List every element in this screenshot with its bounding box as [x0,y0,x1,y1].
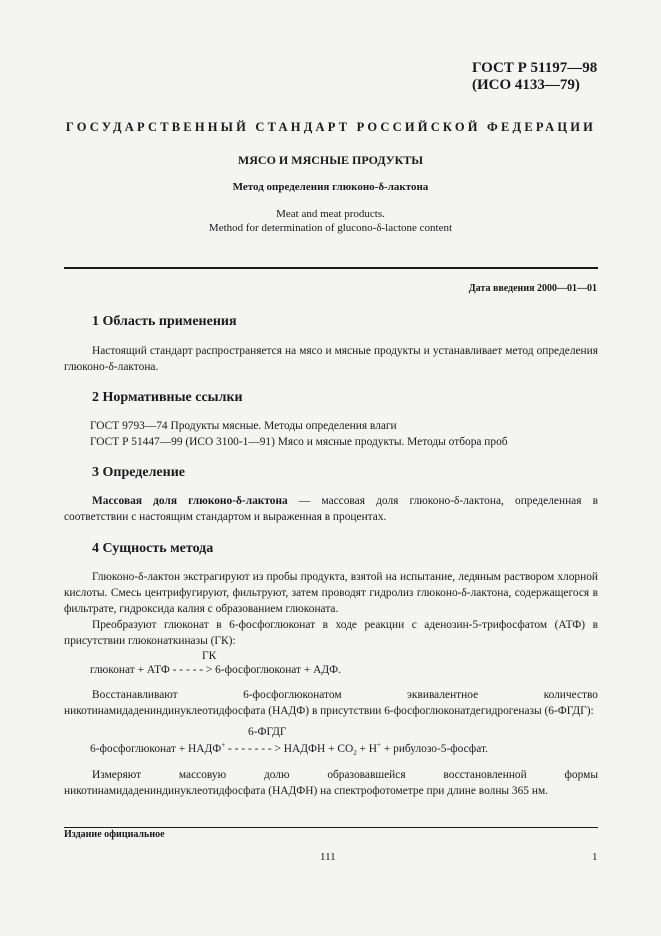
title-english-line2: Method for determination of glucono-δ-lactone content [208,222,453,234]
standard-code-iso: (ИСО 4133—79) [472,77,580,93]
section-4-paragraph-1: Глюконо-δ-лактон экстрагируют из пробы продукта, взятой на испытание, ледяным раствором хлорной кислоты. Смесь центрифугируют, фильтруют, затем проводят гидролиз глюконо-δ-лактона, содержащегося в фильтрате, гидроксида калия с образованием глюконата. Преобразуют глюконат в 6-фосфоглюконат в ходе реакции с аденозин-5-трифосфатом (АТФ) в присутствии глюконаткиназы (ГК): [64,571,598,647]
section-1-paragraph: Настоящий стандарт распространяется на мясо и мясные продукты и устанавливает метод определения глюконо-δ-лактона. [64,345,598,373]
document-subtitle: Метод определения глюконо-δ-лактона [232,181,429,193]
title-english-line1: Meat and meat products. [276,208,385,220]
section-1-heading: 1 Область применения [92,314,237,329]
section-4-paragraph-3: Восстанавливают 6-фосфоглюконатом эквивалентное количество никотинамидадениндинуклеотидфосфата (НАДФ) в присутствии 6-фосфоглюконатдегидрогеназы (6-ФГДГ): [64,689,598,717]
section-3-text [64,493,598,525]
introduction-date: Дата введения 2000—01—01 [468,283,597,294]
equation-1-enzyme: ГК [202,650,217,662]
page-number-center: 111 [320,851,336,863]
reference-item: ГОСТ Р 51447—99 (ИСО 3100-1—91) Мясо и мясные продукты. Методы отбора проб [90,436,508,448]
definition-text: — массовая доля глюконо-δ-лактона, определенная в соответствии с настоящим стандартом и выраженная в процентах. [64,495,598,523]
footer-divider [64,827,598,828]
page-number-right: 1 [592,851,598,863]
section-4-paragraph-2: Преобразуют глюконат в 6-фосфоглюконат в ходе реакции с аденозин-5-трифосфатом (АТФ) в присутствии глюконаткиназы (ГК): [64,619,598,647]
equation-2: 6-фосфоглюконат + НАДФ+ - - - - - - - > НАДФН + $СО_2 + Н^+$ + рибулозо-5-фосфат. [90,741,488,758]
defined-term: Массовая доля глюконо-δ-лактона [92,495,288,507]
section-3-heading: 3 Определение [92,465,185,480]
official-edition-label: Издание официальное [64,829,165,840]
section-1-text [64,343,598,375]
standard-code [472,60,597,94]
equation-2-enzyme: 6-ФГДГ [248,726,287,738]
section-4-heading: 4 Сущность метода [92,541,214,556]
equation-1: глюконат + АТФ - - - - - > 6-фосфоглюконат + АДФ. [90,664,341,676]
document-title: МЯСО И МЯСНЫЕ ПРОДУКТЫ [237,153,424,167]
header-divider [64,267,598,269]
reference-item: ГОСТ 9793—74 Продукты мясные. Методы определения влаги [90,420,397,432]
section-2-heading: 2 Нормативные ссылки [92,390,243,405]
standard-code-gost: ГОСТ Р 51197—98 [472,60,598,76]
section-4-paragraph-4: Измеряют массовую долю образовавшейся восстановленной формы никотинамидадениндинуклеотидфосфата (НАДФН) на спектрофотометре при длине волны 365 нм. [64,769,598,797]
section-2-refs [64,418,598,450]
state-standard-heading: ГОСУДАРСТВЕННЫЙ СТАНДАРТ РОССИЙСКОЙ ФЕДЕРАЦИИ [65,120,597,134]
